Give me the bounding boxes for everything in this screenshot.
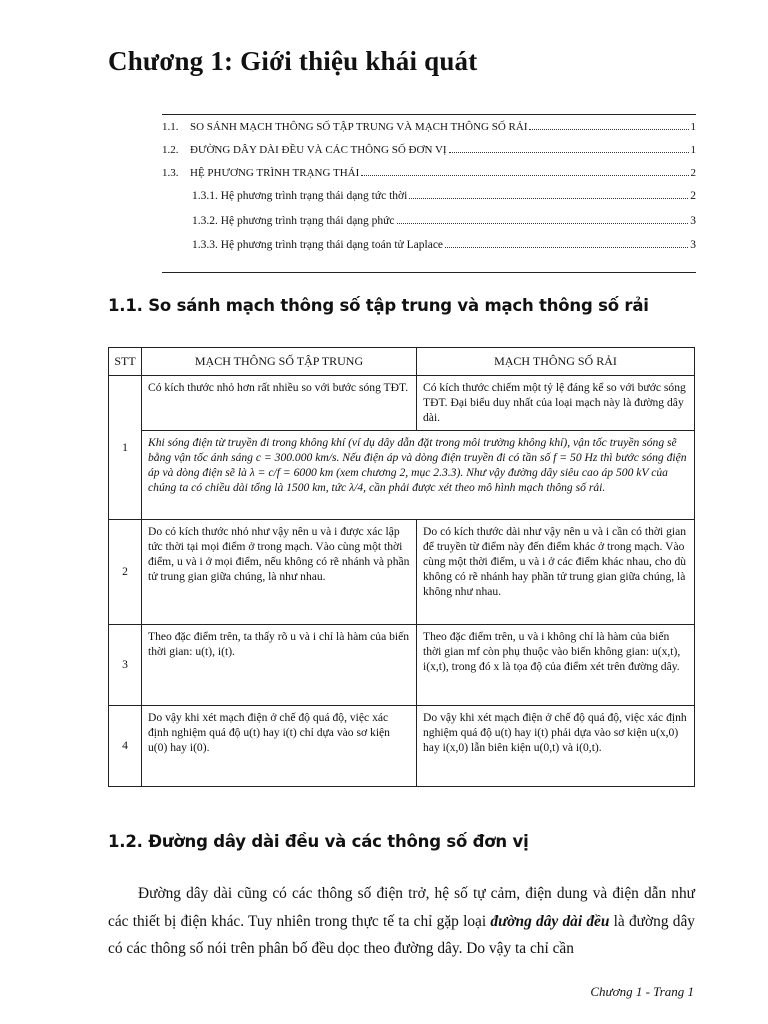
paragraph-emphasis: đường dây dài đều	[490, 912, 610, 930]
toc-entry-title: 1.3.2. Hệ phương trình trạng thái dạng phức	[192, 214, 395, 227]
toc-entry-title: 1.3.3. Hệ phương trình trạng thái dạng toán tử Laplace	[192, 239, 444, 251]
toc-entry-page: 1	[690, 121, 696, 133]
toc-entry-number: 1.1.	[162, 121, 179, 133]
row-stt: 4	[109, 705, 142, 786]
distributed-cell: Có kích thước chiếm một tỷ lệ đáng kể so với bước sóng TĐT. Đại biểu duy nhất của loại mạch này là đường dây dài.	[417, 376, 695, 431]
toc-entry-number: 1.3.	[162, 167, 179, 179]
distributed-cell: Do vậy khi xét mạch điện ở chế độ quá độ, việc xác định nghiệm quá độ u(t) hay i(t) phải dựa vào sơ kiện u(x,0) hay i(x,0) lẫn biên kiện u(0,t) và i(0,t).	[417, 705, 695, 786]
toc-entry-title: ĐƯỜNG DÂY DÀI ĐỀU VÀ CÁC THÔNG SỐ ĐƠN VỊ	[190, 144, 447, 156]
toc-entry-page: 3	[690, 214, 696, 227]
paragraph-text-1: Đường dây dài cũng có các thông số điện trở, hệ số tự cảm, điện dung và điện dẫn như các thiết bị điện khác. Tuy nhiên trong thực tế ta chỉ gặp loại	[108, 885, 695, 930]
lumped-cell: Do có kích thước nhỏ như vậy nên u và i được xác lập tức thời tại mọi điểm ở trong mạch. Vào cùng một thời điểm, u và i ở mọi điểm, nếu không có rẽ nhánh và phần tử trung gian giữa chúng, là như nhau.	[142, 519, 417, 624]
toc-entry-title: HỆ PHƯƠNG TRÌNH TRẠNG THÁI	[190, 167, 360, 179]
distributed-cell: Theo đặc điểm trên, u và i không chỉ là hàm của biến thời gian mf còn phụ thuộc vào biến không gian: u(x,t), i(x,t), trong đó x là tọa độ của điểm xét trên đường dây.	[417, 624, 695, 705]
toc-entry-page: 3	[690, 239, 696, 251]
toc-dot-leader	[361, 175, 688, 176]
table-row-note	[109, 430, 695, 519]
paragraph-text-2: là đường dây có các thông số nói trên phân bố đều dọc theo đường dây. Do vậy ta chỉ cần	[108, 912, 695, 957]
distributed-cell: Do có kích thước dài như vậy nên u và i cần có thời gian để truyền từ điểm này đến điểm khác ở trong mạch. Vào cùng một thời điểm, u và i ở các điểm khác nhau, cho dù không có rẽ nhánh hay phần tử trung gian giữa chúng, là không như nhau.	[417, 519, 695, 624]
table-of-contents	[162, 114, 696, 273]
toc-entry[interactable]	[162, 144, 696, 167]
toc-entry-page: 1	[690, 144, 696, 156]
toc-entry[interactable]	[162, 215, 696, 240]
lumped-cell: Có kích thước nhỏ hơn rất nhiều so với bước sóng TĐT.	[142, 376, 417, 431]
toc-entry[interactable]	[162, 239, 696, 264]
table-row	[109, 519, 695, 624]
table-row	[109, 376, 695, 431]
toc-entry-title: 1.3.1. Hệ phương trình trạng thái dạng tức thời	[192, 190, 408, 202]
toc-entry[interactable]	[162, 167, 696, 190]
toc-entry[interactable]	[162, 190, 696, 215]
toc-dot-leader	[529, 129, 688, 130]
table-row	[109, 705, 695, 786]
note-cell: Khi sóng điện từ truyền đi trong không khí (ví dụ dây dẫn đặt trong môi trường không khí), vận tốc truyền sóng sẽ bằng vận tốc ánh sáng c = 300.000 km/s. Nếu điện áp và dòng điện truyền đi có tần số f = 50 Hz thì bước sóng điện áp và dòng điện sẽ là λ = c/f = 6000 km (xem chương 2, mục 2.3.3). Như vậy đường dây siêu cao áp 500 kV của chúng ta có chiều dài tổng là 1500 km, tức λ/4, cần phải được xét theo mô hình mạch thông số rải.	[142, 430, 695, 519]
table-header-row	[109, 348, 695, 376]
row-stt: 3	[109, 624, 142, 705]
toc-entry[interactable]	[162, 121, 696, 144]
row-stt: 2	[109, 519, 142, 624]
chapter-title: Chương 1: Giới thiệu khái quát	[108, 46, 478, 76]
toc-dot-leader	[397, 223, 689, 224]
body-paragraph	[108, 880, 695, 963]
section-heading-1-1: 1.1. So sánh mạch thông số tập trung và mạch thông số rải	[108, 296, 649, 315]
page-footer: Chương 1 - Trang 1	[590, 984, 694, 999]
lumped-cell: Theo đặc điểm trên, ta thấy rõ u và i chỉ là hàm của biến thời gian: u(t), i(t).	[142, 624, 417, 705]
toc-entry-page: 2	[690, 190, 696, 202]
toc-dot-leader	[445, 247, 688, 248]
toc-entry-title: SO SÁNH MẠCH THÔNG SỐ TẬP TRUNG VÀ MẠCH THÔNG SỐ RẢI	[190, 121, 528, 133]
toc-dot-leader	[449, 152, 689, 153]
header-lumped: MẠCH THÔNG SỐ TẬP TRUNG	[142, 348, 417, 376]
header-stt: STT	[109, 348, 142, 376]
toc-entry-page: 2	[690, 167, 696, 179]
toc-entry-number: 1.2.	[162, 144, 179, 156]
toc-dot-leader	[409, 198, 688, 199]
row-stt: 1	[109, 376, 142, 520]
lumped-cell: Do vậy khi xét mạch điện ở chế độ quá độ, việc xác định nghiệm quá độ u(t) hay i(t) chỉ dựa vào sơ kiện u(0) hay i(0).	[142, 705, 417, 786]
section-heading-1-2: 1.2. Đường dây dài đều và các thông số đơn vị	[108, 832, 529, 851]
header-distributed: MẠCH THÔNG SỐ RẢI	[417, 348, 695, 376]
comparison-table	[108, 347, 695, 787]
table-row	[109, 624, 695, 705]
